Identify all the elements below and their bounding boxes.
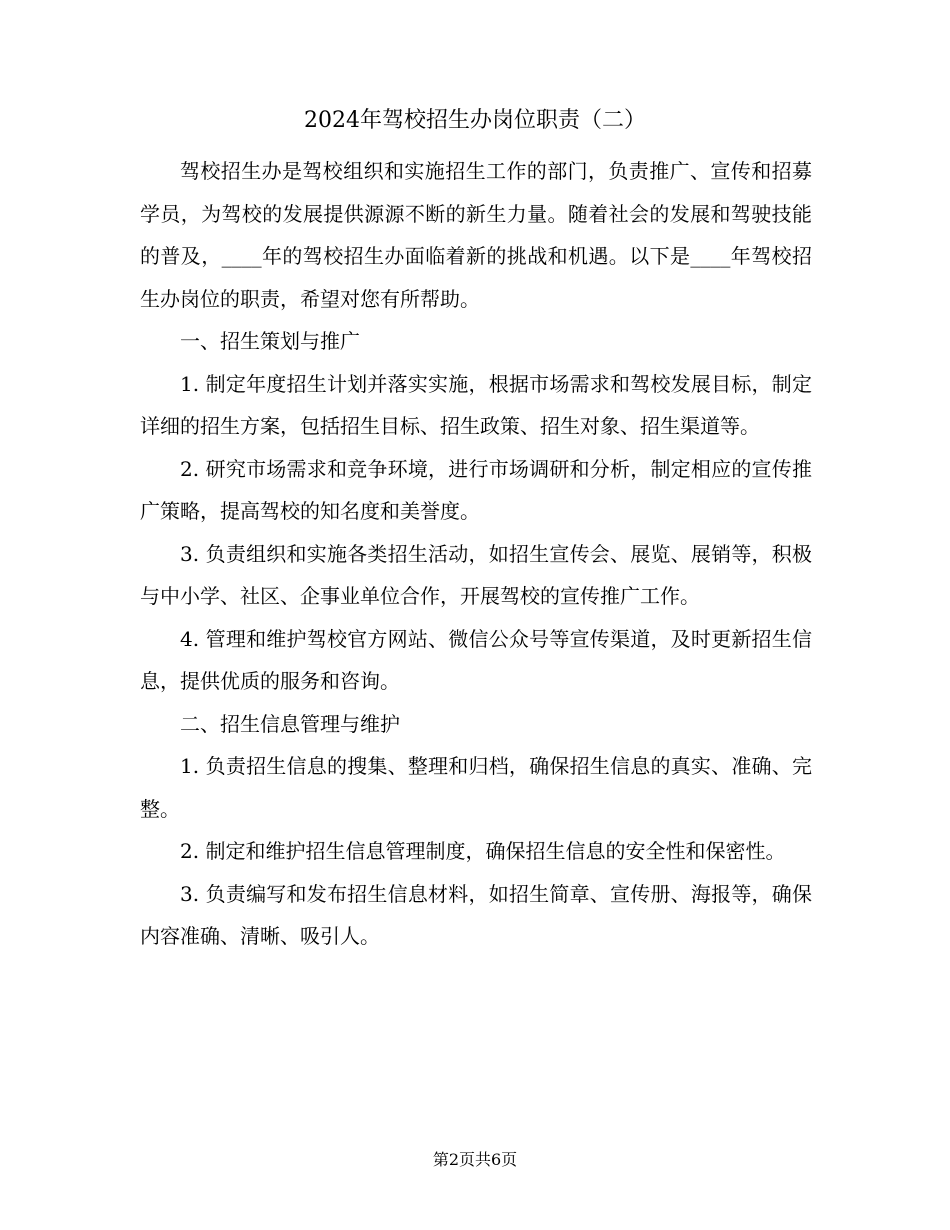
paragraph: 3. 负责组织和实施各类招生活动，如招生宣传会、展览、展销等，积极与中小学、社区、企事业单位合作，开展驾校的宣传推广工作。 [140,541,812,608]
document-body [140,150,812,958]
paragraph: 3. 负责编写和发布招生信息材料，如招生简章、宣传册、海报等，确保内容准确、清晰、吸引人。 [140,881,812,948]
paragraph: 4. 管理和维护驾校官方网站、微信公众号等宣传渠道，及时更新招生信息，提供优质的服务和咨询。 [140,626,812,693]
paragraph: 1. 负责招生信息的搜集、整理和归档，确保招生信息的真实、准确、完整。 [140,754,812,821]
paragraph: 2. 研究市场需求和竞争环境，进行市场调研和分析，制定相应的宣传推广策略，提高驾校的知名度和美誉度。 [140,456,812,523]
document-title: 2024年驾校招生办岗位职责（二） [304,108,646,133]
paragraph: 1. 制定年度招生计划并落实实施，根据市场需求和驾校发展目标，制定详细的招生方案，包括招生目标、招生政策、招生对象、招生渠道等。 [140,371,812,438]
paragraph: 2. 制定和维护招生信息管理制度，确保招生信息的安全性和保密性。 [180,839,786,863]
intro-paragraph: 驾校招生办是驾校组织和实施招生工作的部门，负责推广、宣传和招募学员，为驾校的发展提供源源不断的新生力量。随着社会的发展和驾驶技能的普及，____年的驾校招生办面临着新的挑战和机遇。以下是____年驾校招生办岗位的职责，希望对您有所帮助。 [140,159,812,311]
page-number-footer: 第2页共6页 [432,1150,518,1169]
section-heading-1: 一、招生策划与推广 [180,329,360,353]
section-heading-2: 二、招生信息管理与维护 [180,711,400,736]
